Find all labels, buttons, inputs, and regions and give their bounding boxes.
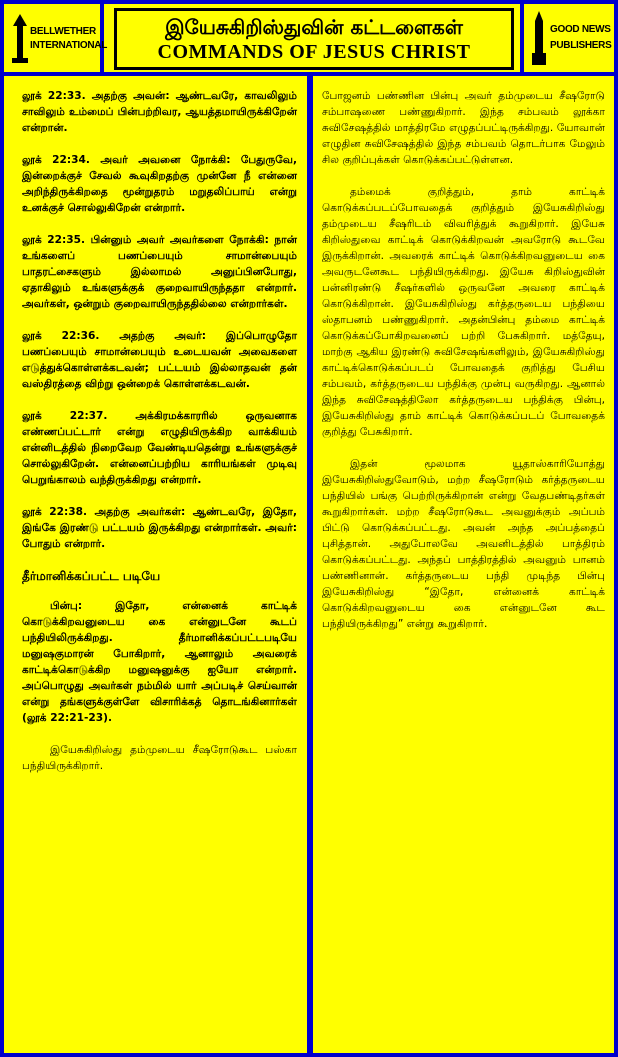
verse-paragraph: லூக் 22:34. அவர் அவனை நோக்கி: பேதுருவே, இன்றைக்குச் சேவல் கூவுகிறதற்கு முன்னே நீ என்னை அறிந்திருக்கிறதை மூன்றுதரம் மறுதலிப்பாய் என்று உனக்குச் சொல்லுகிறேன் என்றார்.	[22, 154, 297, 214]
title-english: COMMANDS OF JESUS CHRIST	[157, 41, 471, 63]
title-box	[114, 8, 514, 70]
body-paragraph: தம்மைக் குறித்தும், தாம் காட்டிக் கொடுக்கப்படப்போவதைக் குறித்தும் இயேசுகிறிஸ்து தம்முடைய சீஷரிடம் விவரித்துக் கூறுகிறார். இயேசு கிறிஸ்துவை காட்டிக் கொடுக்கிறவன் அவரோடு கூடவே இருக்கிறான். அவரைக் காட்டிக் கொடுக்கிறவனுடைய கை அவருடனேகூட பந்தியிருக்கிறது. இயேசு கிறிஸ்துவின் பன்னிரண்டு சீஷர்களில் ஒருவனே அவரை காட்டிக் கொடுக்கிறான். இயேசுகிறிஸ்து கர்த்தருடைய பந்தியை ஸ்தாபனம் பண்ணுகிறார். அதன்பின்பு தம்மை காட்டிக் கொடுக்கப்போகிறவனைப் பற்றி பேசுகிறார். மத்தேயு, மாற்கு ஆகிய இரண்டு சுவிசேஷங்களிலும், இயேசுகிறிஸ்து காட்டிக்கொடுக்கப்படப் போவதைக் குறித்து பேசிய சம்பவம், கர்த்தருடைய பந்திக்கு முன்பு வருகிறது. ஆனால் இந்த சுவிசேஷத்திலோ கர்த்தருடைய பந்திக்கு பின்பு, இயேசுகிறிஸ்து தாம் காட்டிக் கொடுக்கப்படப் போவதைக் குறித்து பேசுகிறார்.	[322, 186, 605, 438]
logo-left-line2: INTERNATIONAL	[30, 40, 108, 51]
left-column	[22, 88, 297, 790]
right-column	[322, 88, 605, 648]
bellwether-ram-icon	[10, 12, 30, 64]
body-paragraph: இதன் மூலமாக யூதாஸ்காரியோத்து இயேசுகிறிஸ்துவோடும், மற்ற சீஷரோடும் கர்த்தருடைய பந்தியில் பங்கு பெற்றிருக்கிறான் என்று வேதபண்டிதர்கள் கூறுகிறார்கள். மற்ற சீஷரோடுகூட அவனுக்கும் அப்பம் பிட்டு கொடுக்கப்பட்டது. அவன் அந்த அப்பத்தைப் புசித்தான். அதுபோலவே அவனிடத்தில் பாத்திரம் கொடுக்கப்பட்டது. அந்தப் பாத்திரத்தில் அவனும் பானம் பண்ணினான். கர்த்தருடைய பந்தி முடிந்த பின்பு இயேசுகிறிஸ்து “இதோ, என்னைக் காட்டிக் கொடுக்கிறவனுடைய கை என்னுடனே கூட பந்தியிருக்கிறது” என்று கூறுகிறார்.	[322, 458, 605, 630]
verse-paragraph: லூக் 22:35. பின்னும் அவர் அவர்களை நோக்கி: நான் உங்களைப் பணப்பையும் சாமான்பையும் பாதரட்சைகளும் இல்லாமல் அனுப்பினபோது, ஏதாகிலும் உங்களுக்குக் குறைவாயிருந்ததா என்றார். அவர்கள், ஒன்றும் குறைவாயிருந்ததில்லை என்றார்கள்.	[22, 234, 297, 310]
logo-left-line1: BELLWETHER	[30, 26, 96, 37]
column-divider	[307, 76, 313, 1053]
title-tamil: இயேசுகிறிஸ்துவின் கட்டளைகள்	[165, 15, 463, 39]
verse-paragraph: லூக் 22:38. அதற்கு அவர்கள்: ஆண்டவரே, இதோ, இங்கே இரண்டு பட்டயம் இருக்கிறது என்றார்கள். அவர்: போதும் என்றார்.	[22, 506, 297, 550]
logo-right-line1: GOOD NEWS	[550, 24, 611, 35]
church-tower-icon	[530, 11, 548, 65]
good-news-logo	[520, 4, 614, 72]
logo-right-line2: PUBLISHERS	[550, 40, 612, 51]
verse-paragraph: லூக் 22:37. அக்கிரமக்காரரில் ஒருவனாக எண்ணப்பட்டார் என்று எழுதியிருக்கிற வாக்கியம் என்னிடத்தில் நிறைவேற வேண்டியதென்று உங்களுக்குச் சொல்லுகிறேன். என்னைப்பற்றிய காரியங்கள் முடிவு பெறுங்காலம் வந்திருக்கிறது என்றார்.	[22, 410, 297, 486]
bellwether-logo	[4, 4, 108, 72]
verse-paragraph: லூக் 22:33. அதற்கு அவன்: ஆண்டவரே, காவலிலும் சாவிலும் உம்மைப் பின்பற்றிவர, ஆயத்தமாயிருக்கிறேன் என்றான்.	[22, 90, 297, 134]
body-paragraph: பின்பு: இதோ, என்னைக் காட்டிக் கொடுக்கிறவனுடைய கை என்னுடனே கூடப் பந்தியிலிருக்கிறது. தீர்மானிக்கப்பட்டபடியே மனுஷகுமாரன் போகிறார், ஆனாலும் அவரைக் காட்டிக்கொடுக்கிற மனுஷனுக்கு ஐயோ என்றார். அப்பொழுது அவர்கள் நம்மில் யார் அப்படிச் செய்வான் என்று தங்களுக்குள்ளே விசாரிக்கத் தொடங்கினார்கள் (லூக் 22:21-23).	[22, 600, 297, 724]
section-subheading: தீர்மானிக்கப்பட்ட படியே	[22, 569, 161, 583]
verse-paragraph: லூக் 22:36. அதற்கு அவர்: இப்பொழுதோ பணப்பையும் சாமான்பையும் உடையவன் அவைகளை எடுத்துக்கொள்ளக்கடவன்; பட்டயம் இல்லாதவன் தன் வஸ்திரத்தை விற்று ஒன்றைக் கொள்ளக்கடவன்.	[22, 330, 297, 390]
header	[4, 4, 614, 76]
body-paragraph: போஜனம் பண்ணின பின்பு அவர் தம்முடைய சீஷரோடு சம்பாஷணை பண்ணுகிறார். இந்த சம்பவம் லூக்கா சுவிசேஷத்தில் மாத்திரமே எழுதப்பட்டிருக்கிறது. யோவான் எழுதின சுவிசேஷத்தில் இந்த சம்பவம் தொடர்பாக மேலும் சில குறிப்புக்கள் கொடுக்கப்பட்டுள்ளன.	[322, 90, 605, 166]
body-paragraph: இயேசுகிறிஸ்து தம்முடைய சீஷரோடுகூட பஸ்கா பந்தியிருக்கிறார்.	[22, 744, 297, 772]
